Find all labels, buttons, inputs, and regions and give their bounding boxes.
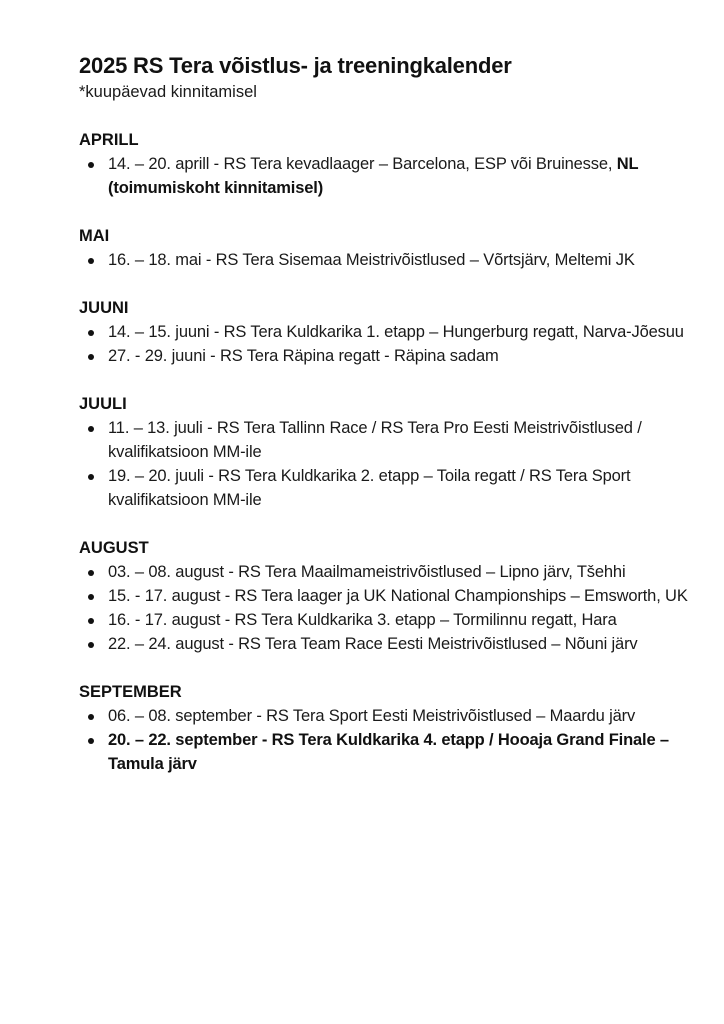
event-item [79,152,699,200]
event-item [79,560,699,584]
event-item [79,248,699,272]
event-list [79,152,699,200]
event-text: 16. - 17. august - RS Tera Kuldkarika 3. etapp – Tormilinnu regatt, Hara [108,611,617,629]
subtitle-note: *kuupäevad kinnitamisel [79,83,257,101]
event-text: 19. – 20. juuli - RS Tera Kuldkarika 2. etapp – Toila regatt / RS Tera Sport kvalifikatsioon MM-ile [108,467,631,509]
event-list [79,320,699,368]
event-text: 15. - 17. august - RS Tera laager ja UK National Championships – Emsworth, UK [108,587,688,605]
event-text: 14. – 20. aprill - RS Tera kevadlaager – Barcelona, ESP või Bruinesse, [108,155,617,173]
month-section-september [79,680,699,776]
bullet-icon [88,330,94,336]
bullet-icon [88,426,94,432]
event-text: 03. – 08. august - RS Tera Maailmameistrivõistlused – Lipno järv, Tšehhi [108,563,626,581]
event-text: 22. – 24. august - RS Tera Team Race Eesti Meistrivõistlused – Nõuni järv [108,635,638,653]
event-text: 27. - 29. juuni - RS Tera Räpina regatt - Räpina sadam [108,347,499,365]
bullet-icon [88,570,94,576]
bullet-icon [88,162,94,168]
bullet-icon [88,354,94,360]
event-list [79,248,699,272]
month-heading: JUULI [79,395,127,413]
event-text-bold: NL (toimumiskoht kinnitamisel) [108,155,639,197]
event-text: 14. – 15. juuni - RS Tera Kuldkarika 1. etapp – Hungerburg regatt, Narva-Jõesuu [108,323,684,341]
month-heading: SEPTEMBER [79,683,182,701]
event-item [79,464,699,512]
month-heading: MAI [79,227,110,245]
event-item [79,584,699,608]
event-item [79,416,699,464]
event-item [79,344,699,368]
month-section-april [79,128,699,200]
bullet-icon [88,594,94,600]
page-title: 2025 RS Tera võistlus- ja treeningkalender [79,53,512,78]
bullet-icon [88,618,94,624]
event-item [79,704,699,728]
bullet-icon [88,258,94,264]
event-text: 11. – 13. juuli - RS Tera Tallinn Race / RS Tera Pro Eesti Meistrivõistlused / kvalifikatsioon MM-ile [108,419,642,461]
event-text: 16. – 18. mai - RS Tera Sisemaa Meistrivõistlused – Võrtsjärv, Meltemi JK [108,251,635,269]
month-heading: APRILL [79,131,139,149]
month-section-june [79,296,699,368]
event-list [79,704,699,776]
calendar-document [79,52,699,800]
month-section-august [79,536,699,656]
event-item [79,320,699,344]
event-item [79,632,699,656]
event-text: 06. – 08. september - RS Tera Sport Eesti Meistrivõistlused – Maardu järv [108,707,636,725]
event-text: 20. – 22. september - RS Tera Kuldkarika 4. etapp / Hooaja Grand Finale – Tamula järv [108,731,669,773]
month-section-july [79,392,699,512]
month-heading: JUUNI [79,299,129,317]
event-list [79,416,699,512]
bullet-icon [88,642,94,648]
event-item-highlighted [79,728,699,776]
bullet-icon [88,738,94,744]
month-section-may [79,224,699,272]
bullet-icon [88,714,94,720]
month-heading: AUGUST [79,539,149,557]
bullet-icon [88,474,94,480]
event-list [79,560,699,656]
event-item [79,608,699,632]
